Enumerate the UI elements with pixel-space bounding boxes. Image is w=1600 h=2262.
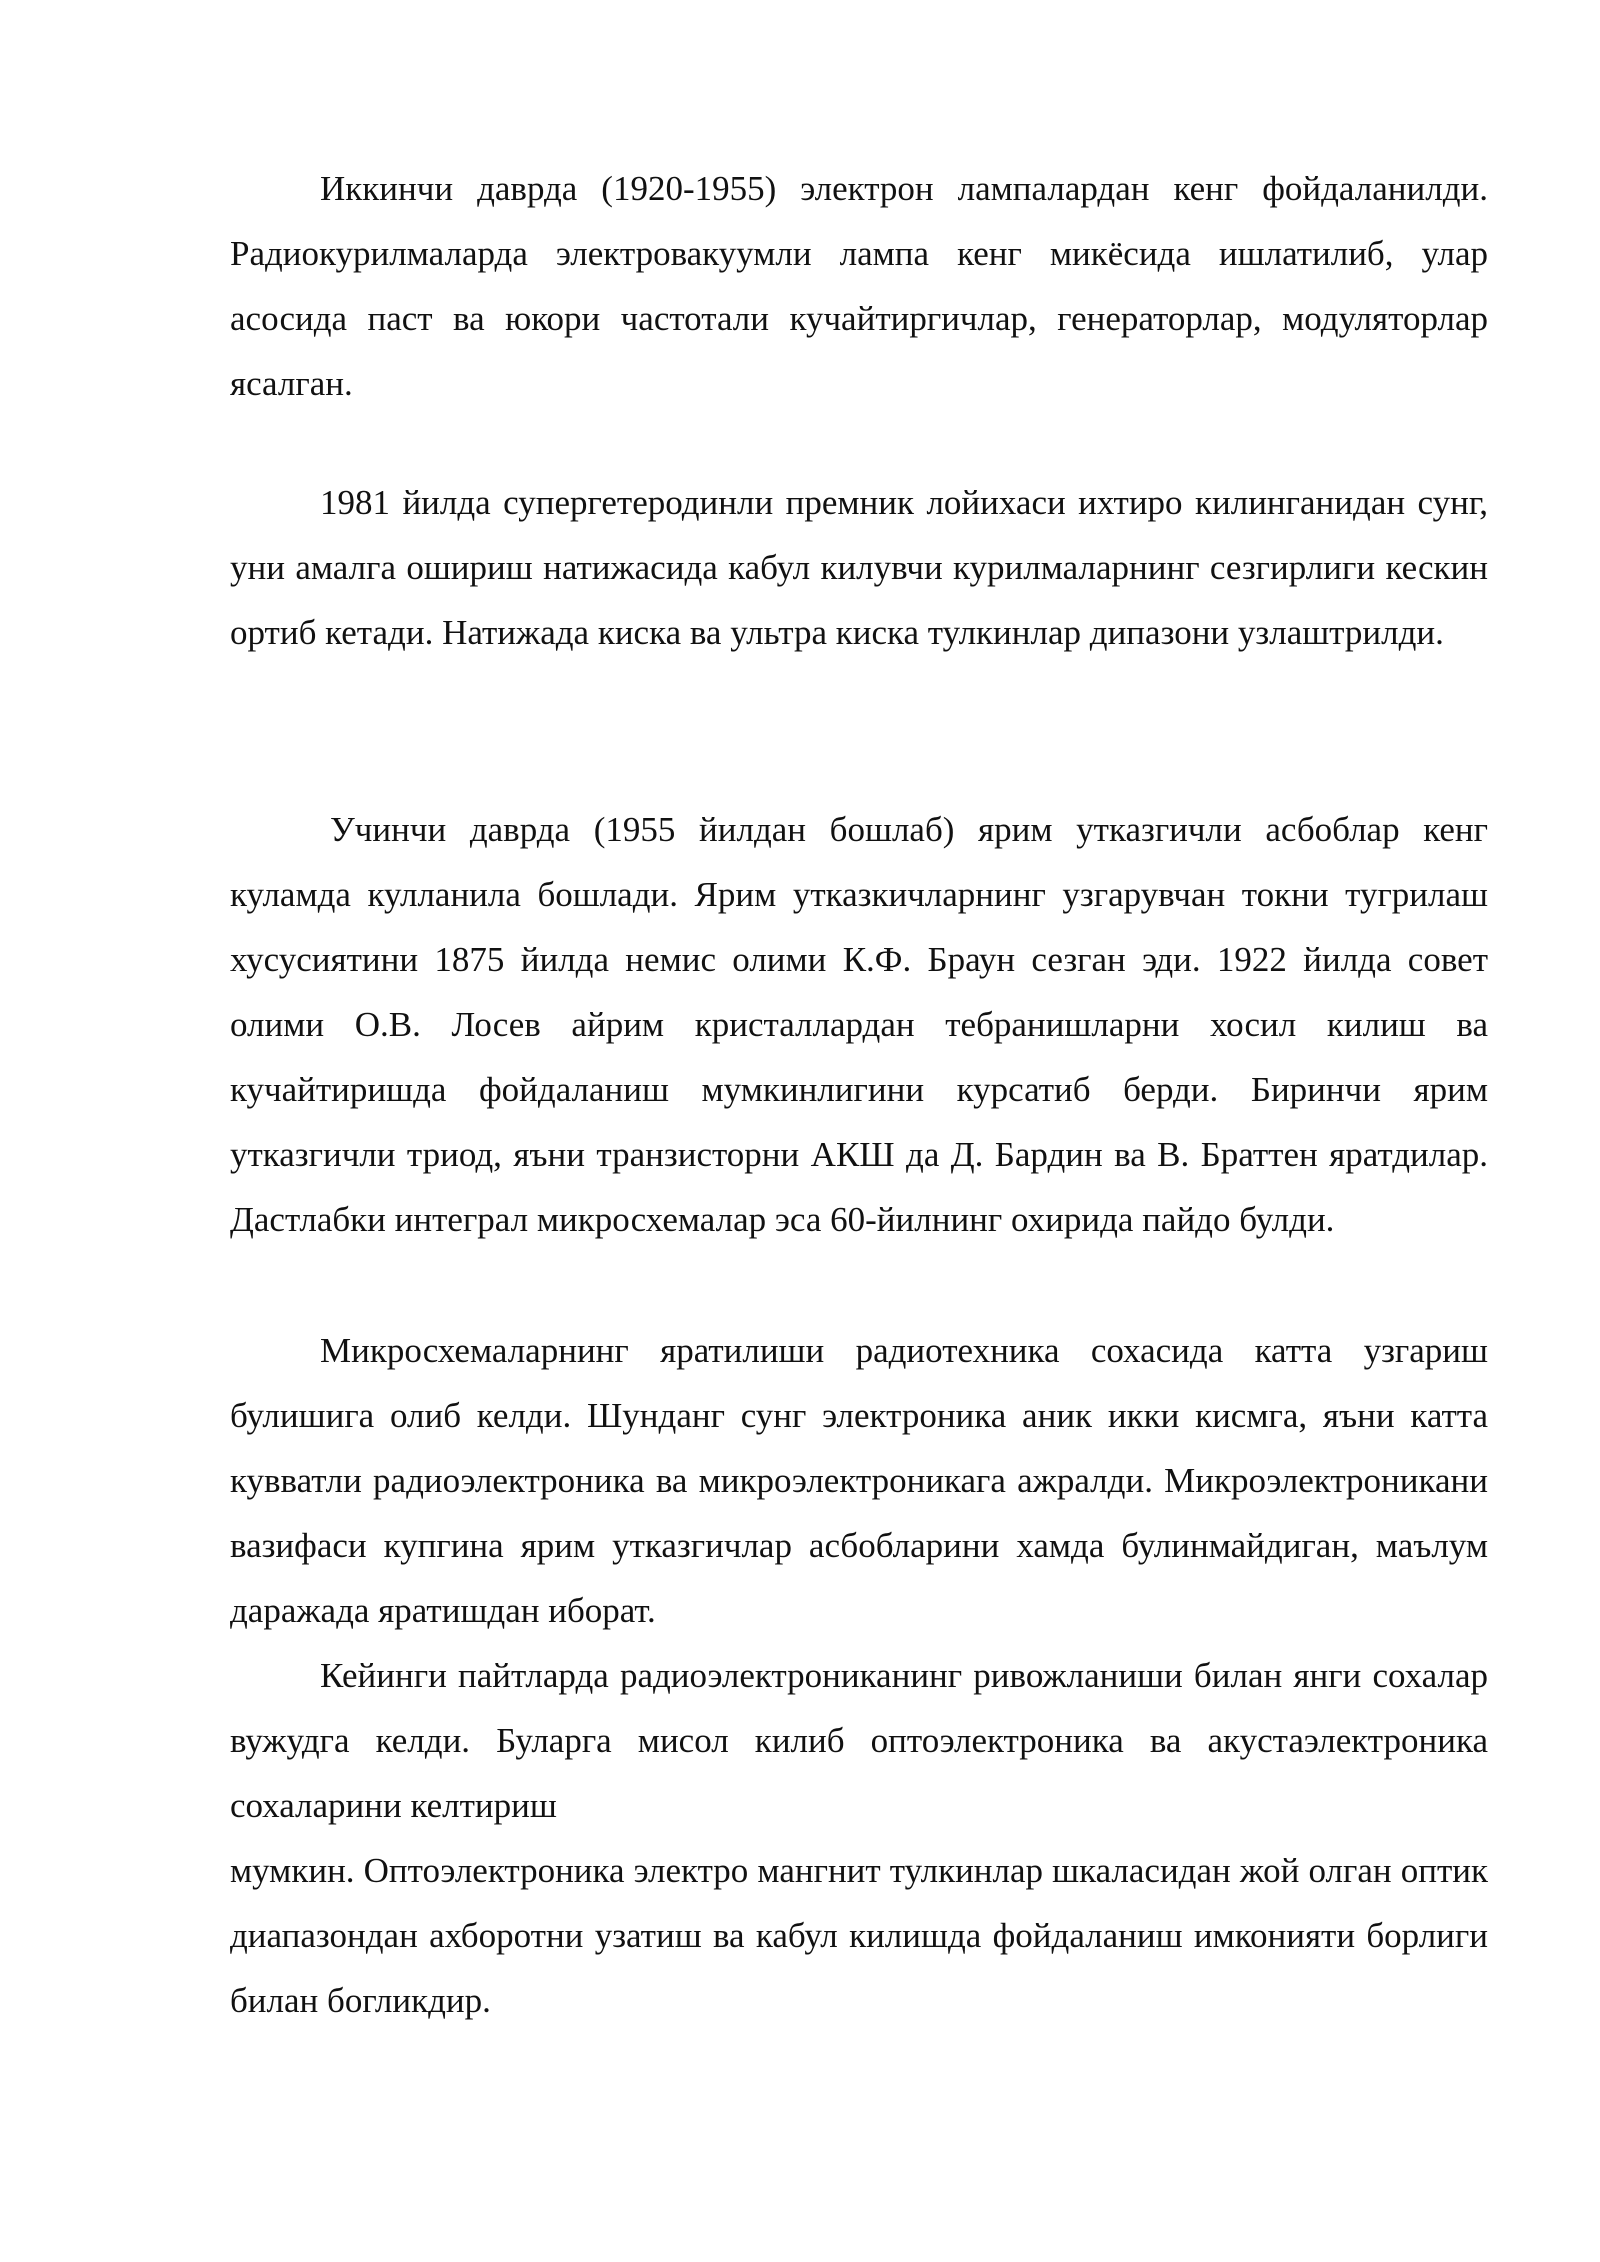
paragraph-microcircuits: Микросхемаларнинг яратилиши радиотехника сохасида катта узгариш булишига олиб келди. Шунданг сунг электроника аник икки кисмга, яъни катта кувватли радиоэлектроника ва микроэлектроникага ажралди. Микроэлектроникани вазифаси купгина ярим утказгичлар асбобларини хамда булинмайдиган, маълум даражада яратишдан иборат. xyxy=(230,1331,1488,1630)
paragraph-superheterodyne: 1981 йилда супергетеродинли премник лойихаси ихтиро килинганидан сунг, уни амалга ошириш натижасида кабул килувчи курилмаларнинг сезгирлиги кескин ортиб кетади. Натижада киска ва ультра киска тулкинлар дипазони узлаштрилди. xyxy=(230,483,1488,652)
paragraph-second-period: Иккинчи даврда (1920-1955) электрон лампалардан кенг фойдаланилди. Радиокурилмаларда электровакуумли лампа кенг микёсида ишлатилиб, улар асосида паст ва юкори частотали кучайтиргичлар, генераторлар, модуляторлар ясалган. xyxy=(230,169,1488,403)
paragraph-third-period: Учинчи даврда (1955 йилдан бошлаб) ярим утказгичли асбоблар кенг куламда кулланила бошлади. Ярим утказкичларнинг узгарувчан токни тугрилаш хусусиятини 1875 йилда немис олими К.Ф. Браун сезган эди. 1922 йилда совет олими О.В. Лосев айрим кристаллардан тебранишларни хосил килиш ва кучайтиришда фойдаланиш мумкинлигини курсатиб берди. Биринчи ярим утказгичли триод, яъни транзисторни АКШ да Д. Бардин ва В. Браттен яратдилар. Дастлабки интеграл микросхемалар эса 60-йилнинг охирида пайдо булди. xyxy=(230,810,1488,1239)
paragraph-new-fields: Кейинги пайтларда радиоэлектрониканинг ривожланиши билан янги сохалар вужудга келди. Буларга мисол килиб оптоэлектроника ва акустаэлектроника сохаларини келтириш xyxy=(230,1656,1488,1825)
paragraph-optoelectronics: мумкин. Оптоэлектроника электро мангнит тулкинлар шкаласидан жой олган оптик диапазондан ахборотни узатиш ва кабул килишда фойдаланиш имконияти борлиги билан богликдир. xyxy=(230,1851,1488,2020)
